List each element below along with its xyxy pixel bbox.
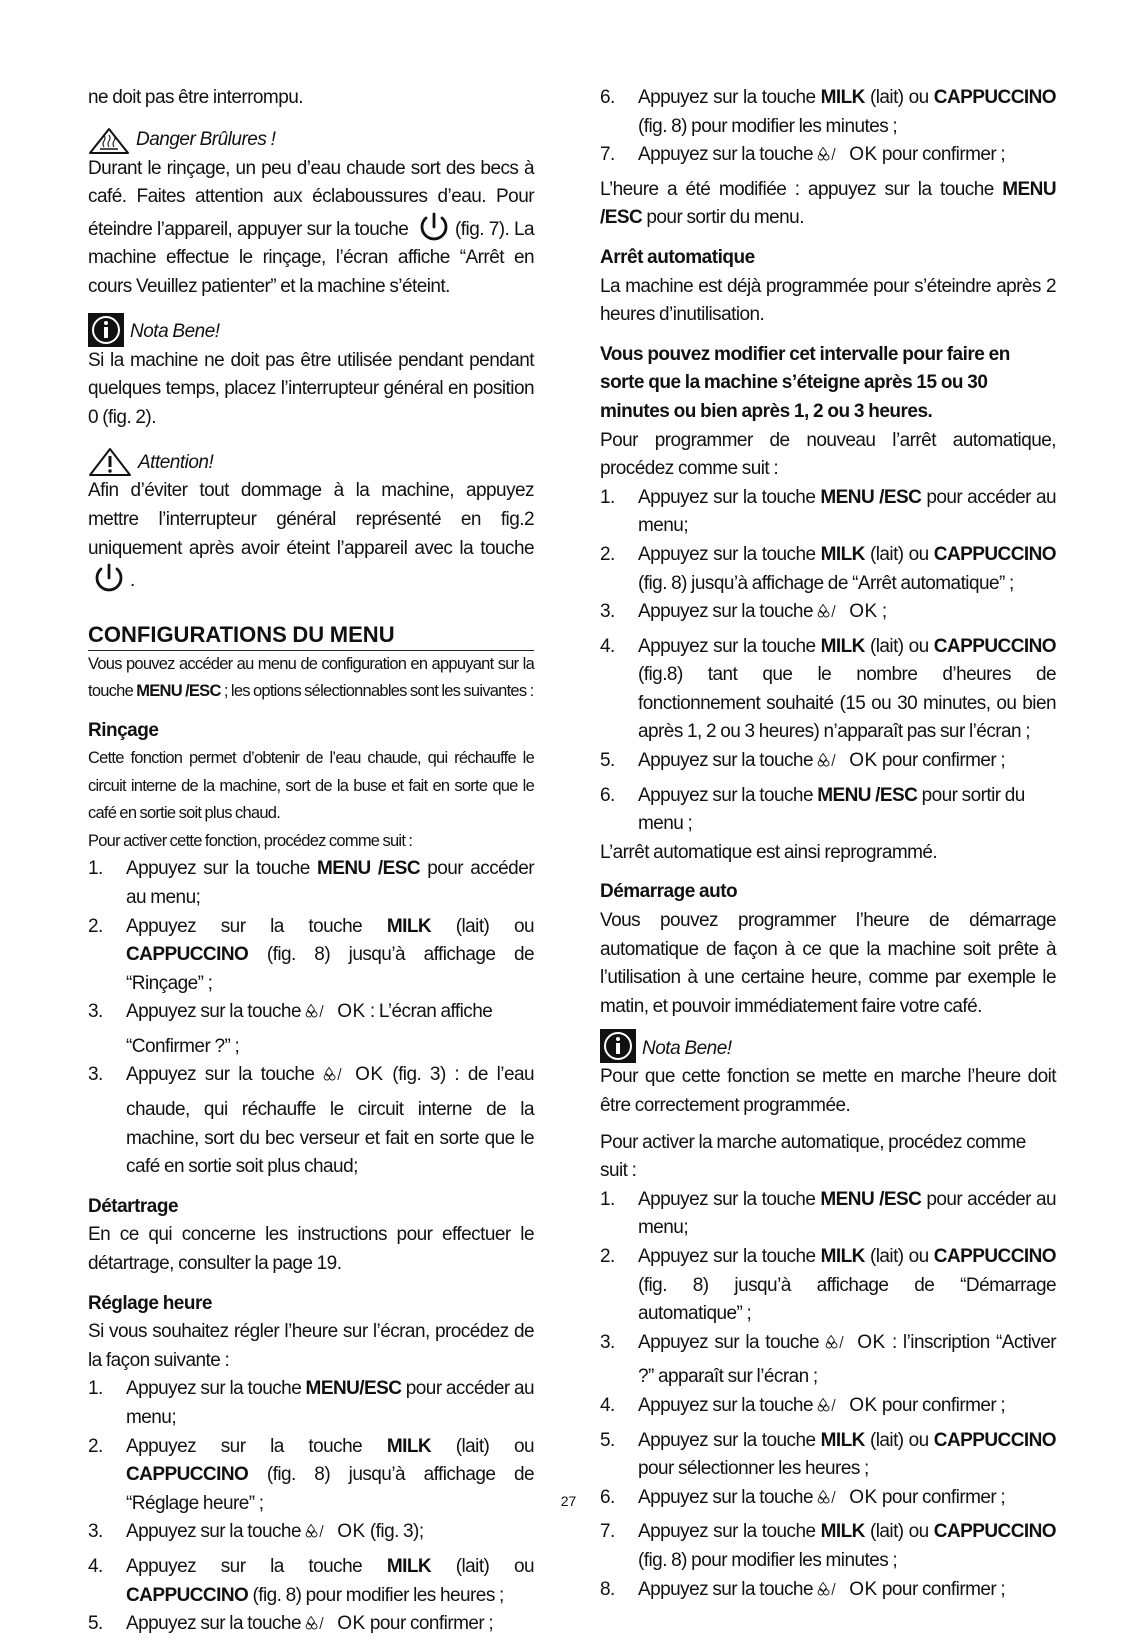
hot-water-drops-icon — [817, 1577, 851, 1601]
reglage-done: L’heure a été modifiée : appuyez sur la touche MENU /ESC pour sortir du menu. — [600, 178, 1057, 229]
arret-how: Pour programmer de nouveau l’arrêt automatique, procédez comme suit : — [600, 429, 1056, 480]
ok-label: OK — [355, 1064, 384, 1086]
warning-triangle-icon — [88, 447, 132, 477]
list-item: 2. Appuyez sur la touche MILK (lait) ou CAPPUCCINO (fig. 8) jusqu’à affichage de “Démarrage automatique” ; — [600, 1245, 1057, 1325]
hot-water-drops-icon — [817, 142, 851, 166]
hot-surface-warning-icon — [88, 127, 130, 155]
info-icon — [600, 1029, 636, 1063]
nota-title: Nota Bene! — [130, 320, 220, 342]
ok-label: OK — [849, 144, 878, 166]
reglage-title: Réglage heure — [88, 1292, 212, 1314]
list-item: 1. Appuyez sur la touche MENU /ESC pour accéder au menu; — [88, 858, 534, 908]
intro-text: ne doit pas être interrompu. — [88, 87, 303, 108]
power-icon — [92, 563, 126, 593]
arret-title: Arrêt automatique — [600, 246, 755, 268]
list-item: 5. Appuyez sur la touche OK pour confirmer ; — [600, 750, 1006, 772]
danger-title: Danger Brûlures ! — [136, 129, 276, 150]
list-item: 5. Appuyez sur la touche OK pour confirmer ; — [88, 1613, 494, 1635]
ok-label: OK — [337, 1001, 366, 1023]
attention-heading — [88, 443, 534, 477]
list-item: 1. Appuyez sur la touche MENU /ESC pour accéder au menu; — [600, 1188, 1056, 1239]
reglage-steps — [88, 1375, 534, 1644]
ok-label: OK — [849, 1578, 878, 1600]
detartrage-title: Détartrage — [88, 1195, 179, 1217]
list-item: 4. Appuyez sur la touche MILK (lait) ou CAPPUCCINO (fig. 8) pour modifier les heures ; — [88, 1555, 534, 1606]
hot-water-drops-icon — [817, 748, 851, 772]
ok-label: OK — [857, 1331, 886, 1353]
list-item: 4. Appuyez sur la touche OK pour confirmer ; — [600, 1394, 1006, 1416]
list-item: 6. Appuyez sur la touche MILK (lait) ou CAPPUCCINO (fig. 8) pour modifier les minutes ; — [600, 87, 1057, 137]
demarrage-title: Démarrage auto — [600, 881, 738, 903]
arret-done: L’arrêt automatique est ainsi reprogrammé. — [600, 841, 938, 863]
attention-text: Afin d’éviter tout dommage à la machine, appuyez mettre l’interrupteur général représenté en fig.2 uniquement après avoir éteint l’appareil avec la touche . — [88, 480, 534, 592]
list-item: 2. Appuyez sur la touche MILK (lait) ou CAPPUCCINO (fig. 8) jusqu’à affichage de “Réglage heure” ; — [88, 1435, 534, 1514]
ok-label: OK — [337, 1613, 366, 1635]
section-title: CONFIGURATIONS DU MENU — [88, 620, 534, 651]
hot-water-drops-icon — [817, 599, 851, 623]
list-item: 5. Appuyez sur la touche MILK (lait) ou CAPPUCCINO pour sélectionner les heures ; — [600, 1429, 1057, 1480]
arret-text: La machine est déjà programmée pour s’éteindre après 2 heures d’inutilisation. — [600, 275, 1056, 326]
ok-label: OK — [849, 1394, 878, 1416]
nota-text: Si la machine ne doit pas être utilisée pendant pendant quelques temps, placez l’interrupteur général en position 0 (fig. 2). — [88, 349, 534, 428]
arret-steps — [600, 484, 1056, 839]
ok-label: OK — [337, 1521, 366, 1543]
power-icon — [417, 212, 451, 242]
rincage-how: Pour activer cette fonction, procédez comme suit : — [88, 831, 413, 850]
demarrage-how: Pour activer la marche automatique, procédez comme suit : — [600, 1131, 1026, 1182]
list-item: 1. Appuyez sur la touche MENU/ESC pour accéder au menu; — [88, 1378, 534, 1428]
hot-water-drops-icon — [305, 1611, 339, 1635]
list-item: 2. Appuyez sur la touche MILK (lait) ou CAPPUCCINO (fig. 8) jusqu’à affichage de “Rinçage” ; — [88, 915, 534, 994]
list-item: 8. Appuyez sur la touche OK pour confirmer ; — [600, 1578, 1006, 1600]
nota-text: Pour que cette fonction se mette en marche l’heure doit être correctement programmée. — [600, 1066, 1056, 1116]
hot-water-drops-icon — [825, 1330, 859, 1354]
list-item: 2. Appuyez sur la touche MILK (lait) ou CAPPUCCINO (fig. 8) jusqu’à affichage de “Arrêt automatique” ; — [600, 543, 1057, 594]
list-item: 6. Appuyez sur la touche MENU /ESC pour sortir du menu ; — [600, 784, 1025, 835]
demarrage-steps — [600, 1186, 1056, 1610]
info-icon — [88, 313, 124, 347]
reglage-steps-continued — [600, 84, 1056, 176]
rincage-steps — [88, 855, 534, 1182]
hot-water-drops-icon — [817, 1393, 851, 1417]
hot-water-drops-icon — [305, 1519, 339, 1543]
demarrage-text: Vous pouvez programmer l’heure de démarrage automatique de façon à ce que la machine soit prête à l’utilisation à une certaine heure, comme par exemple le matin, et pouvoir immédiatement faire votre café. — [600, 910, 1056, 1017]
nota-title: Nota Bene! — [642, 1037, 732, 1059]
hot-water-drops-icon — [323, 1062, 357, 1086]
list-item: 6. Appuyez sur la touche OK pour confirmer ; — [600, 1486, 1006, 1508]
left-column — [88, 84, 534, 1645]
ok-label: OK — [849, 601, 878, 623]
list-item: 7. Appuyez sur la touche OK pour confirmer ; — [600, 144, 1006, 166]
danger-text: Durant le rinçage, un peu d’eau chaude sort des becs à café. Faites attention aux éclaboussures d’eau. Pour éteindre l’appareil, appuyer sur la touche (fig. 7). La machine effectue le rinçage, l’écran affiche “Arrêt en cours Veuillez patienter” et la machine s’éteint. — [88, 157, 535, 297]
section-intro: Vous pouvez accéder au menu de configuration en appuyant sur la touche MENU /ESC ; les options sélectionnables sont les suivantes : — [88, 654, 534, 701]
ok-label: OK — [849, 1486, 878, 1508]
list-item: 7. Appuyez sur la touche MILK (lait) ou CAPPUCCINO (fig. 8) pour modifier les minutes ; — [600, 1521, 1057, 1571]
reglage-text: Si vous souhaitez régler l’heure sur l’écran, procédez de la façon suivante : — [88, 1321, 534, 1371]
detartrage-text: En ce qui concerne les instructions pour effectuer le détartrage, consulter la page 19. — [88, 1224, 534, 1275]
list-item: 3. Appuyez sur la touche OK (fig. 3); — [88, 1521, 424, 1543]
list-item: 1. Appuyez sur la touche MENU /ESC pour accéder au menu; — [600, 486, 1056, 537]
ok-label: OK — [849, 750, 878, 772]
rincage-title: Rinçage — [88, 719, 159, 741]
list-item: 3. Appuyez sur la touche OK : l’inscription “Activer ?” apparaît sur l’écran ; — [600, 1331, 1056, 1388]
rincage-desc: Cette fonction permet d’obtenir de l’eau chaude, qui réchauffe le circuit interne de la machine, sort de la buse et fait en sorte que le café en sortie soit plus chaud. — [88, 749, 534, 823]
nota-heading — [600, 1029, 1056, 1063]
arret-bold-note: Vous pouvez modifier cet intervalle pour faire en sorte que la machine s’éteigne après 15 ou 30 minutes ou bien après 1, 2 ou 3 heures. — [600, 343, 1010, 422]
list-item: 3. Appuyez sur la touche OK ; — [600, 601, 887, 623]
list-item: 3. Appuyez sur la touche OK : L’écran affiche “Confirmer ?” ; — [88, 1001, 493, 1057]
list-item: 3. Appuyez sur la touche OK (fig. 3) : de l’eau chaude, qui réchauffe le circuit interne de la machine, sort du bec verseur et fait en sorte que le café en sortie soit plus chaud; — [88, 1064, 535, 1178]
right-column — [600, 84, 1056, 1610]
page-number: 27 — [560, 1493, 577, 1509]
nota-heading — [88, 313, 534, 347]
list-item: 4. Appuyez sur la touche MILK (lait) ou CAPPUCCINO (fig.8) tant que le nombre d’heures de fonctionnement souhaité (15 ou 30 minutes, ou bien après 1, 2 ou 3 heures) n’apparaît pas sur l’écran ; — [600, 635, 1057, 743]
danger-heading — [88, 121, 534, 155]
attention-title: Attention! — [138, 451, 214, 473]
hot-water-drops-icon — [305, 999, 339, 1023]
